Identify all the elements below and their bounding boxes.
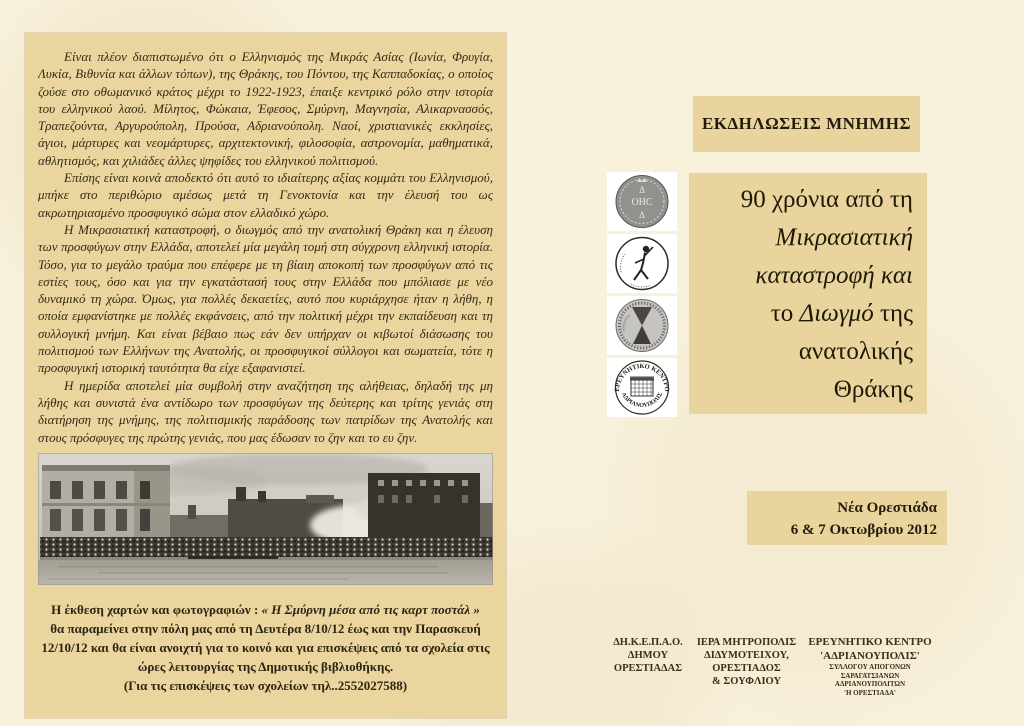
dancer-emblem-logo xyxy=(607,234,677,293)
paragraph: Είναι πλέον διαπιστωμένο ότι ο Ελληνισμός της Μικράς Ασίας (Ιωνία, Φρυγία, Λυκία, Βιθυνία και άλλων τόπων), της Θράκης, του Πόντου, της Καππαδοκίας, ο οποίος ζούσε στο οθωμανικό κράτος μέχρι το 1922-1923, έπαιξε κεντρικό ρόλο στην ιστορία του ελληνικού λαού. Μίλητος, Φώκαια, Έφεσος, Σμύρνη, Μαγνησία, Αλικαρνασσός, Τραπεζούντα, Αργυρούπολη, Προύσα, Αδριανούπολη. Ναοί, χριστιανικές εκκλησίες, άγιοι, μάρτυρες και νεομάρτυρες, αρχιτεκτονική, φιλοσοφία, αστρονομία, μαθηματικά, αθλητισμός, και χιλιάδες άλλες ψηφίδες του ελληνικού πολιτισμού. xyxy=(38,49,493,168)
exhibition-phone: (Για τις επισκέψεις των σχολείων τηλ..2552027588) xyxy=(123,678,408,693)
research-center-logo xyxy=(607,358,677,417)
title-line: καταστροφή και xyxy=(755,262,913,289)
organizer-dikepao: ΔΗ.Κ.Ε.Π.Α.Ο. ΔΗΜΟΥ ΟΡΕΣΤΙΑΔΑΣ xyxy=(613,637,683,674)
intro-text xyxy=(38,48,493,449)
seal-monogram-mid: ΟΗC xyxy=(631,197,653,208)
title-line: 90 χρόνια από τη xyxy=(740,186,913,213)
exhibition-quote: « Η Σμύρνη μέσα από τις καρτ ποστάλ » xyxy=(261,602,480,617)
title-line: Θράκης xyxy=(833,376,913,403)
metropolis-seal-logo xyxy=(607,172,677,231)
research-center-ring-top: ΕΡΕΥΝΗΤΙΚΟ ΚΕΝΤΡΟ xyxy=(613,362,671,392)
date-label: 6 & 7 Οκτωβρίου 2012 xyxy=(790,522,937,538)
exhibition-notice xyxy=(38,600,493,695)
paragraph: Επίσης είναι κοινά αποδεκτό ότι αυτό το ιδιαίτερης αξίας κομμάτι του Ελληνισμού, μπήκε στο περιθώριο αμέσως μετά τη Γενοκτονία και την έλευσή του ως ακρωτηριασμένο προσφυγικό σώμα στον ελλαδικό χώρο. xyxy=(38,170,493,220)
event-header-box xyxy=(693,96,920,152)
event-title-box xyxy=(689,173,927,414)
paragraph: Η ημερίδα αποτελεί μία συμβολή στην αναζήτηση της αλήθειας, δηλαδή της μη λήθης και συνιστά ένα αντίδωρο των προσφύγων της δεύτερης και τρίτης γενιάς στη διατήρηση της μνήμης, της πολιτισμικής παράδοσης των πατρίδων της Ανατολής και στους πρόσφυγες της πρώτης γενιάς, που μας έδωσαν το ζην και το ευ ζην. xyxy=(38,377,493,445)
paragraph: Η Μικρασιατική καταστροφή, ο διωγμός από την ανατολική Θράκη και η έλευση των προσφύγων στην Ελλάδα, αποτελεί μία μεγάλη τομή στη σύγχρονη ελληνική ιστορία. Τόσο, για το μεγάλο τραύμα που επέφερε με τη βίαιη αποκοπή των προσφύγων από τις εστίες τους, όσο και για την εγκατάστασή τους στην Ελλάδα που μπόλιασε με νέο δυναμικό τη χώρα. Όμως, για πολλές δεκαετίες, αυτό που κυριάρχησε ήταν η λήθη, η οποία εμφανίστηκε με πολλές εκφάνσεις, από την πολιτική μέχρι την εκπαίδευση και τη συλλογική μνήμη. Και είναι βέβαιο πως εάν δεν υπήρχαν οι κιβωτοί διάσωσης του πολιτισμού των Ελλήνων της Ανατολής, οι προσφυγικοί σύλλογοι και σωματεία, τότε η προσφυγική ιστορική ταυτότητα θα είχε εξαφανιστεί. xyxy=(38,221,493,376)
organizer-research-center: ΕΡΕΥΝΗΤΙΚΟ ΚΕΝΤΡΟ 'ΑΔΡΙΑΝΟΥΠΟΛΙΣ' ΣΥΛΛΟΓΟΥ ΑΠΟΓΟΝΩΝ ΣΑΡΑΓΑΤΣΙΑΝΩΝ ΑΔΡΙΑΝΟΥΠΟΛΙΤΩΝ 'Η ΟΡΕΣΤΙΑΔΑ' xyxy=(808,636,932,697)
right-page xyxy=(512,0,1024,726)
research-center-ring-bottom: ΑΔΡΙΑΝΟΥΠΟΛΙΣ xyxy=(619,391,665,410)
logo-column xyxy=(607,172,677,420)
venue-date-box xyxy=(747,491,947,545)
seal-monogram-top: Δ xyxy=(639,185,645,195)
exhibition-title-line: Η έκθεση χαρτών και φωτογραφιών : « Η Σμύρνη μέσα από τις καρτ ποστάλ » xyxy=(51,602,480,617)
saragatsani-emblem-logo xyxy=(607,296,677,355)
organizer-metropolis: ΙΕΡΑ ΜΗΤΡΟΠΟΛΙΣ ΔΙΔΥΜΟΤΕΙΧΟΥ, ΟΡΕΣΤΙΑΔΟΣ & ΣΟΥΦΛΙΟΥ xyxy=(696,637,797,687)
title-line: το Διωγμό της xyxy=(770,300,913,327)
left-text-panel xyxy=(25,33,506,718)
seal-monogram-bottom: Δ xyxy=(639,210,645,220)
venue-label: Νέα Ορεστιάδα xyxy=(837,500,937,516)
event-header-label: ΕΚΔΗΛΩΣΕΙΣ ΜΝΗΜΗΣ xyxy=(701,114,912,133)
smyrna-quay-fire-photo xyxy=(38,453,493,585)
exhibition-body: θα παραμείνει στην πόλη μας από τη Δευτέρα 8/10/12 έως και την Παρασκευή 12/10/12 και θα είναι ανοιχτή για το κοινό και για επισκέψεις από τα σχολεία στις ώρες λειτουργίας της Δημοτικής βιβλιοθήκης. xyxy=(41,621,490,674)
title-line: ανατολικής xyxy=(798,338,913,365)
title-line: Μικρασιατική xyxy=(775,224,913,251)
